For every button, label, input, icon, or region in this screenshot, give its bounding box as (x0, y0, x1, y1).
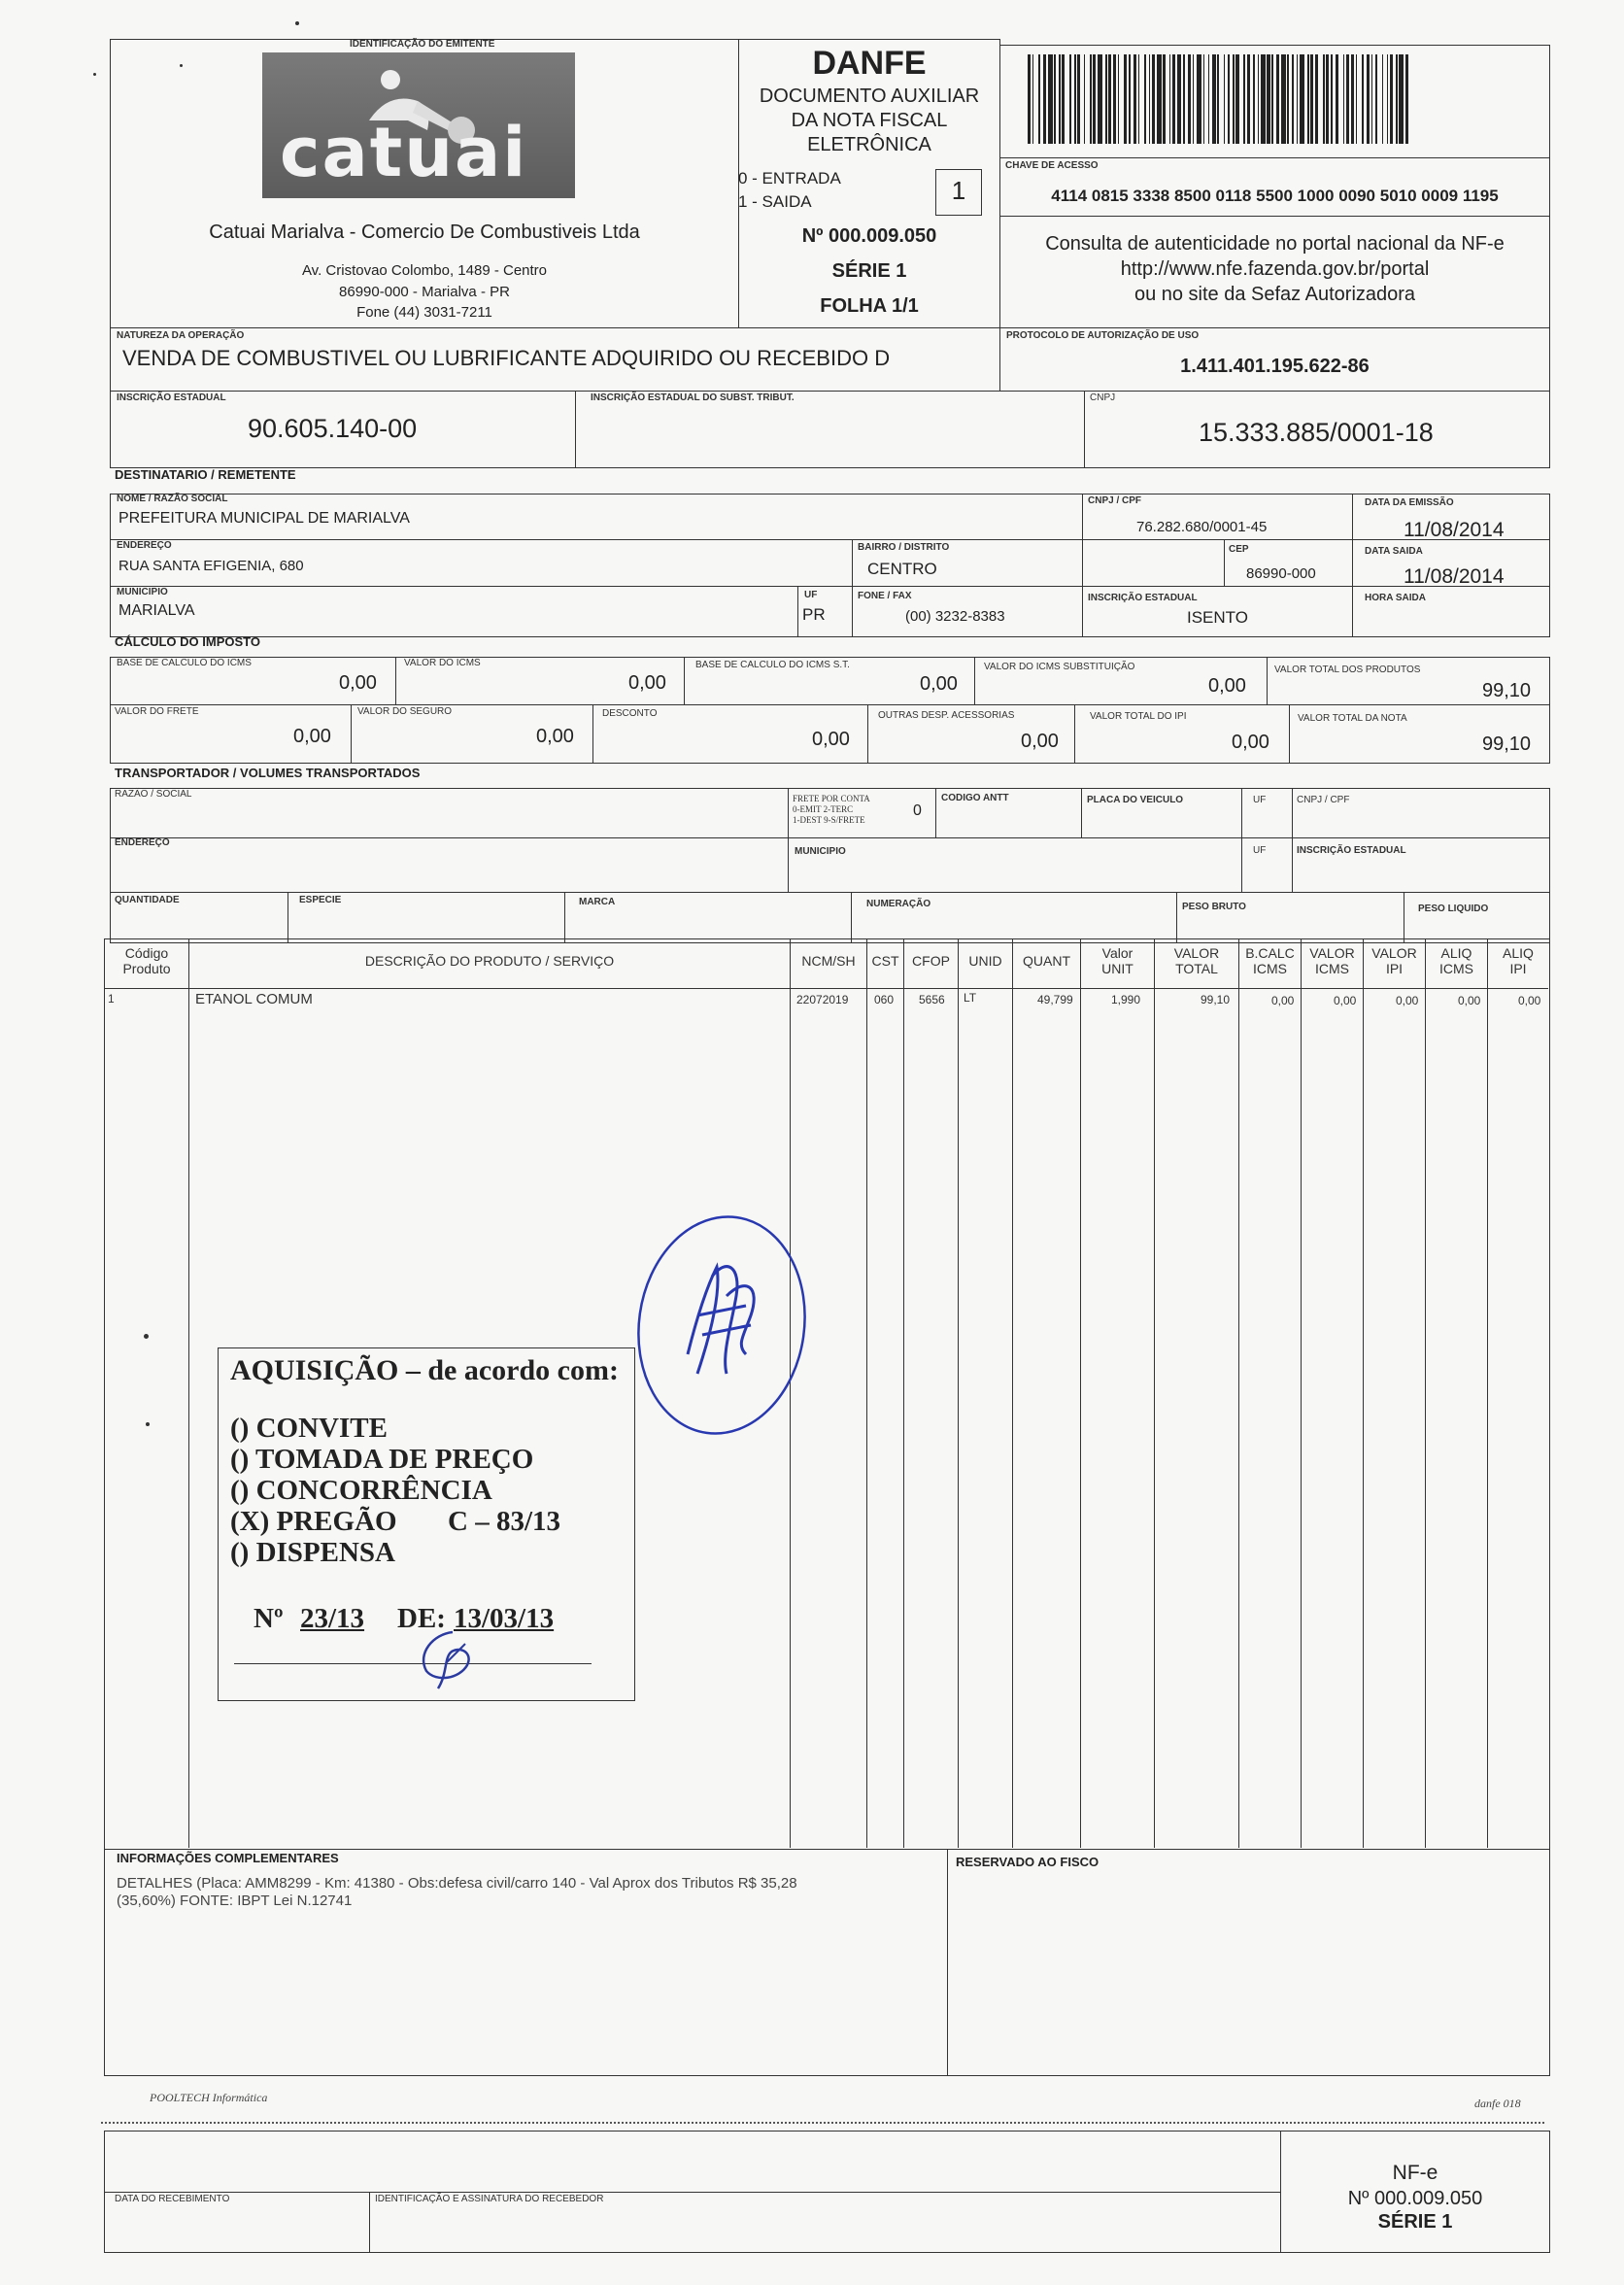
seguro: 0,00 (536, 726, 574, 747)
dest-line-2 (110, 586, 1550, 587)
barcode-bar (1243, 54, 1245, 144)
peso-liquido-label: PESO LIQUIDO (1418, 904, 1489, 914)
barcode-bar (1405, 54, 1408, 144)
stamp-pregao-code: C – 83/13 (448, 1506, 560, 1537)
header-unid-text: UNID (968, 953, 1002, 969)
danfe-folha: FOLHA 1/1 (820, 295, 919, 317)
col-line-7 (1080, 982, 1081, 1848)
total-nota-label: VALOR TOTAL DA NOTA (1298, 713, 1407, 724)
barcode-bar (1193, 54, 1195, 144)
barcode-bar (1212, 54, 1215, 144)
dest-municipio-label: MUNICIPIO (117, 587, 168, 597)
dest-line-1 (110, 539, 1550, 540)
valor-icms: 0,00 (628, 672, 666, 694)
header-valor-unit (1080, 939, 1154, 982)
barcode-bar (1138, 54, 1140, 144)
header-quant-text: QUANT (1023, 953, 1070, 969)
icms-st-label: VALOR DO ICMS SUBSTITUIÇÃO (984, 662, 1135, 672)
transportador-section-label: TRANSPORTADOR / VOLUMES TRANSPORTADOS (115, 766, 421, 780)
transp-municipio-label: MUNICIPIO (795, 846, 846, 857)
imp-v-8 (1074, 704, 1075, 764)
transp-endereco-label: ENDEREÇO (115, 837, 170, 848)
canhoto-v-2 (369, 2192, 370, 2253)
company-logo (262, 52, 575, 198)
barcode-bar (1129, 54, 1131, 144)
barcode-bar (1149, 54, 1151, 144)
header-cfop (903, 939, 958, 982)
col-line-5 (958, 982, 959, 1848)
barcode-bar (1292, 54, 1294, 144)
protocolo-value: 1.411.401.195.622-86 (1180, 356, 1370, 377)
transp-v-5 (1292, 788, 1293, 892)
barcode-bar (1163, 54, 1166, 144)
imposto-mid-line (110, 704, 1550, 705)
header-descricao-text: DESCRIÇÃO DO PRODUTO / SERVIÇO (364, 953, 615, 969)
danfe-numero: Nº 000.009.050 (801, 225, 937, 247)
ie-label: INSCRIÇÃO ESTADUAL (117, 392, 226, 403)
dest-endereco: RUA SANTA EFIGENIA, 680 (118, 558, 304, 574)
consulta-line-3: ou no site da Sefaz Autorizadora (1133, 284, 1416, 305)
transp-v-1 (788, 788, 789, 892)
row-vicms: 0,00 (1334, 994, 1357, 1007)
header-codigo (105, 939, 188, 982)
barcode-bar (1054, 54, 1056, 144)
barcode-bar (1315, 54, 1318, 144)
col-line-9 (1238, 982, 1239, 1848)
header-descricao (188, 939, 790, 982)
peso-bruto-label: PESO BRUTO (1182, 902, 1246, 912)
dest-bairro-label: BAIRRO / DISTRITO (858, 542, 950, 553)
total-prod-label: VALOR TOTAL DOS PRODUTOS (1274, 665, 1421, 675)
barcode-bar (1217, 54, 1219, 144)
col-line-10 (1301, 982, 1302, 1848)
aquisicao-stamp (218, 1347, 635, 1701)
emitente-phone: Fone (44) 3031-7211 (356, 304, 492, 321)
scan-dot (146, 1422, 150, 1426)
barcode-bar (1343, 54, 1345, 144)
danfe-title: DANFE (812, 45, 927, 82)
seguro-label: VALOR DO SEGURO (357, 706, 453, 717)
dest-v-1 (1082, 494, 1083, 637)
info-text-1: DETALHES (Placa: AMM8299 - Km: 41380 - Obs:defesa civil/carro 140 - Val Aprox dos Tributos R$ 35,28 (117, 1875, 797, 1892)
barcode-bar (1281, 54, 1286, 144)
dest-v-2 (1352, 494, 1353, 637)
dest-saida-label: DATA SAIDA (1365, 546, 1423, 557)
barcode-bar (1276, 54, 1279, 144)
header-codigo-text: Código Produto (122, 945, 171, 976)
antt-label: CODIGO ANTT (941, 793, 1009, 803)
canhoto-numero: Nº 000.009.050 (1347, 2188, 1483, 2209)
header-valor-icms (1301, 939, 1363, 982)
fisco-label: RESERVADO AO FISCO (956, 1855, 1100, 1869)
barcode-bar (1183, 54, 1185, 144)
chave-bottom-line (999, 216, 1550, 217)
cnpj-label: CNPJ (1090, 392, 1116, 403)
imp-v-5 (351, 704, 352, 764)
stamp-option-concorrencia: () CONCORRÊNCIA (230, 1475, 492, 1506)
scan-dot (180, 64, 183, 67)
barcode-bar (1287, 54, 1289, 144)
chave-top-line (999, 157, 1550, 158)
barcode-bar (1323, 54, 1325, 144)
header-valor-unit-text: Valor UNIT (1101, 945, 1133, 976)
imp-v-3 (974, 657, 975, 704)
imp-v-2 (684, 657, 685, 704)
barcode-bar (1253, 54, 1255, 144)
transp-ie-label: INSCRIÇÃO ESTADUAL (1297, 845, 1406, 856)
row-unid: LT (964, 991, 977, 1005)
scan-dot (295, 21, 299, 25)
barcode-bar (1157, 54, 1162, 144)
imp-v-1 (395, 657, 396, 704)
natureza-value: VENDA DE COMBUSTIVEL OU LUBRIFICANTE ADQUIRIDO OU RECEBIDO D (122, 346, 891, 370)
frete-conta-line-2: 0-EMIT 2-TERC (793, 804, 854, 814)
transp-v-4 (1241, 788, 1242, 892)
barcode-bar (1188, 54, 1191, 144)
row-aicms: 0,00 (1458, 994, 1481, 1007)
desconto: 0,00 (812, 729, 850, 750)
stamp-initials-signature (409, 1624, 487, 1692)
row-codigo: 1 (108, 992, 115, 1006)
stamp-option-pregao: (X) PREGÃO (230, 1506, 397, 1537)
stamp-num-label: Nº (254, 1603, 284, 1634)
emitente-name: Catuai Marialva - Comercio De Combustiveis Ltda (209, 222, 640, 243)
total-prod: 99,10 (1482, 680, 1532, 701)
header-aliq-ipi-text: ALIQ IPI (1503, 945, 1534, 976)
base-st: 0,00 (920, 673, 958, 695)
stamp-option-convite: () CONVITE (230, 1413, 388, 1444)
barcode-bar (1300, 54, 1304, 144)
row-aipi: 0,00 (1518, 994, 1541, 1007)
barcode-bar (1371, 54, 1373, 144)
emitente-city: 86990-000 - Marialva - PR (339, 284, 510, 300)
dest-cep: 86990-000 (1246, 565, 1316, 582)
danfe-subtitle-2: DA NOTA FISCAL (791, 110, 948, 131)
barcode-bar (1396, 54, 1398, 144)
barcode-bar (1399, 54, 1404, 144)
header-cst (866, 939, 903, 982)
base-icms-label: BASE DE CALCULO DO ICMS (117, 658, 252, 668)
outras-label: OUTRAS DESP. ACESSORIAS (878, 710, 1015, 721)
danfe-serie: SÉRIE 1 (831, 260, 907, 282)
header-valor-total (1154, 939, 1238, 982)
dest-endereco-label: ENDEREÇO (117, 540, 172, 551)
logo-text: catuai (280, 113, 528, 192)
transp-v-7 (564, 892, 565, 943)
barcode-bar (1310, 54, 1313, 144)
barcode-bar (1382, 54, 1384, 144)
barcode-bar (1228, 54, 1230, 144)
barcode-bar (1118, 54, 1120, 144)
inscricao-divider-1 (575, 391, 576, 468)
header-aliq-ipi (1487, 939, 1548, 982)
row-cfop: 5656 (919, 993, 945, 1006)
valor-icms-label: VALOR DO ICMS (404, 658, 481, 668)
canhoto-serie: SÉRIE 1 (1377, 2211, 1453, 2233)
dest-v-5 (797, 586, 798, 637)
barcode-bar (1169, 54, 1171, 144)
danfe-saida: 1 - SAIDA (738, 192, 812, 211)
barcode (1028, 54, 1527, 144)
barcode-bar (1032, 54, 1034, 144)
stamp-de-label: DE: (397, 1603, 446, 1634)
imp-v-4 (1267, 657, 1268, 704)
barcode-bar (1346, 54, 1349, 144)
dest-ie-label: INSCRIÇÃO ESTADUAL (1088, 593, 1198, 603)
dest-uf-label: UF (804, 590, 818, 600)
barcode-bar (1235, 54, 1238, 144)
barcode-bar (1113, 54, 1116, 144)
barcode-bar (1362, 54, 1364, 144)
row-vipi: 0,00 (1396, 994, 1419, 1007)
imp-v-7 (867, 704, 868, 764)
header-valor-ipi (1363, 939, 1425, 982)
barcode-bar (1247, 54, 1250, 144)
danfe-tipo: 1 (951, 176, 966, 205)
barcode-bar (1307, 54, 1309, 144)
header-bottom-line (105, 988, 1548, 989)
header-valor-icms-text: VALOR ICMS (1309, 945, 1355, 976)
dest-bairro: CENTRO (867, 560, 937, 578)
transp-v-8 (851, 892, 852, 943)
table-row (105, 992, 1548, 1011)
info-label: INFORMAÇÕES COMPLEMENTARES (117, 1851, 339, 1865)
barcode-bar (1028, 54, 1031, 144)
header-bcalc-icms-text: B.CALC ICMS (1245, 945, 1295, 976)
header-ncm-text: NCM/SH (801, 953, 856, 969)
consulta-line-2: http://www.nfe.fazenda.gov.br/portal (1120, 258, 1430, 280)
dest-nome-label: NOME / RAZÃO SOCIAL (117, 494, 228, 504)
stamp-num: 23/13 (300, 1603, 365, 1634)
dest-emissao-label: DATA DA EMISSÃO (1365, 497, 1454, 508)
barcode-bar (1059, 54, 1061, 144)
transp-v-2 (935, 788, 936, 837)
col-line-11 (1363, 982, 1364, 1848)
barcode-bar (1062, 54, 1065, 144)
cnpj-value: 15.333.885/0001-18 (1199, 418, 1434, 447)
inscricao-divider-2 (1084, 391, 1085, 468)
ipi: 0,00 (1232, 732, 1269, 753)
consulta-line-1: Consulta de autenticidade no portal nacional da NF-e (1045, 233, 1505, 255)
footer-left: POOLTECH Informática (150, 2091, 268, 2104)
barcode-bar (1172, 54, 1175, 144)
footer-right: danfe 018 (1474, 2097, 1521, 2110)
transp-cnpj-label: CNPJ / CPF (1297, 795, 1350, 805)
barcode-bar (1038, 54, 1040, 144)
frete: 0,00 (293, 726, 331, 747)
header-quant (1012, 939, 1080, 982)
barcode-bar (1233, 54, 1235, 144)
dest-municipio: MARIALVA (118, 602, 195, 619)
marca-label: MARCA (579, 897, 616, 907)
emitente-address: Av. Cristovao Colombo, 1489 - Centro (301, 262, 548, 279)
dest-hora-label: HORA SAIDA (1365, 593, 1426, 603)
col-line-4 (903, 982, 904, 1848)
header-aliq-icms-text: ALIQ ICMS (1439, 945, 1473, 976)
barcode-bar (1224, 54, 1226, 144)
icms-st: 0,00 (1208, 675, 1246, 697)
barcode-bar (1124, 54, 1127, 144)
stamp-option-dispensa: () DISPENSA (230, 1537, 395, 1568)
frete-label: VALOR DO FRETE (115, 706, 199, 717)
stamp-title: AQUISIÇÃO – de acordo com: (230, 1354, 619, 1386)
barcode-bar (1108, 54, 1111, 144)
barcode-bar (1271, 54, 1273, 144)
row-ncm: 22072019 (796, 993, 849, 1006)
transp-uf2-label: UF (1253, 845, 1267, 856)
dest-v-3 (852, 539, 853, 586)
col-line-8 (1154, 982, 1155, 1848)
barcode-bar (1267, 54, 1269, 144)
blue-signature (629, 1209, 814, 1442)
barcode-bar (1387, 54, 1389, 144)
base-icms: 0,00 (339, 672, 377, 694)
danfe-entrada: 0 - ENTRADA (738, 169, 841, 188)
imp-v-6 (592, 704, 593, 764)
row-total: 99,10 (1201, 993, 1231, 1006)
barcode-bar (1048, 54, 1053, 144)
barcode-bar (1177, 54, 1182, 144)
barcode-bar (1133, 54, 1136, 144)
dest-ie: ISENTO (1187, 608, 1248, 627)
barcode-bar (1258, 54, 1260, 144)
barcode-bar (1074, 54, 1076, 144)
dest-cnpj-label: CNPJ / CPF (1088, 495, 1142, 506)
scan-dot (93, 73, 96, 76)
barcode-bar (1331, 54, 1333, 144)
barcode-bar (1043, 54, 1046, 144)
dest-v-4 (1224, 539, 1225, 586)
placa-label: PLACA DO VEICULO (1087, 795, 1184, 805)
imp-v-9 (1289, 704, 1290, 764)
frete-conta-line-3: 1-DEST 9-S/FRETE (793, 815, 865, 825)
transp-line-1 (110, 837, 1550, 838)
ipi-label: VALOR TOTAL DO IPI (1090, 711, 1187, 722)
row-descricao: ETANOL COMUM (195, 991, 313, 1007)
col-line-1 (188, 982, 189, 1848)
barcode-bar (1152, 54, 1155, 144)
total-nota: 99,10 (1482, 733, 1532, 755)
stamp-date: 13/03/13 (454, 1603, 555, 1634)
canhoto-h-line (104, 2192, 1280, 2193)
danfe-subtitle-3: ELETRÔNICA (807, 134, 931, 155)
ident-recebedor-label: IDENTIFICAÇÃO E ASSINATURA DO RECEBEDOR (375, 2194, 604, 2204)
transp-razao-label: RAZÃO / SOCIAL (115, 789, 192, 800)
imposto-section-label: CÁLCULO DO IMPOSTO (115, 634, 260, 649)
barcode-bar (1367, 54, 1370, 144)
numeracao-label: NUMERAÇÃO (866, 899, 931, 909)
fisco-box (947, 1849, 1550, 2076)
cut-line (101, 2122, 1544, 2124)
header-cfop-text: CFOP (912, 953, 950, 969)
barcode-bar (1375, 54, 1377, 144)
barcode-bar (1351, 54, 1354, 144)
dest-cep-label: CEP (1229, 544, 1249, 555)
row-unit: 1,990 (1111, 993, 1141, 1006)
barcode-bar (1203, 54, 1205, 144)
barcode-bar (1069, 54, 1071, 144)
col-line-12 (1425, 982, 1426, 1848)
data-recebimento-label: DATA DO RECEBIMENTO (115, 2194, 230, 2204)
frete-conta-line-1: FRETE POR CONTA (793, 794, 870, 803)
ie-value: 90.605.140-00 (248, 414, 418, 443)
especie-label: ESPECIE (299, 895, 342, 905)
dest-cnpj: 76.282.680/0001-45 (1136, 519, 1268, 535)
col-line-13 (1487, 982, 1488, 1848)
outras: 0,00 (1021, 731, 1059, 752)
header-valor-ipi-text: VALOR IPI (1371, 945, 1417, 976)
transp-line-2 (110, 892, 1550, 893)
emitente-section-label: IDENTIFICAÇÃO DO EMITENTE (350, 39, 495, 50)
barcode-bar (1105, 54, 1107, 144)
dest-fone: (00) 3232-8383 (905, 608, 1005, 625)
col-line-6 (1012, 982, 1013, 1848)
barcode-bar (1356, 54, 1358, 144)
chave-label: CHAVE DE ACESSO (1005, 160, 1099, 171)
natureza-label: NATUREZA DA OPERAÇÃO (117, 330, 245, 341)
barcode-bar (1090, 54, 1092, 144)
transp-uf-label: UF (1253, 795, 1267, 805)
barcode-bar (1144, 54, 1146, 144)
barcode-bar (1208, 54, 1210, 144)
row-quant: 49,799 (1037, 993, 1073, 1006)
desconto-label: DESCONTO (602, 708, 658, 719)
dest-v-6 (852, 586, 853, 637)
protocolo-label: PROTOCOLO DE AUTORIZAÇÃO DE USO (1006, 330, 1200, 341)
header-aliq-icms (1425, 939, 1487, 982)
canhoto-nfe: NF-e (1392, 2162, 1438, 2184)
dest-emissao: 11/08/2014 (1404, 519, 1505, 541)
barcode-bar (1390, 54, 1393, 144)
barcode-bar (1261, 54, 1266, 144)
barcode-bar (1098, 54, 1102, 144)
barcode-bar (1336, 54, 1338, 144)
row-cst: 060 (874, 993, 895, 1006)
col-line-3 (866, 982, 867, 1848)
header-unid (958, 939, 1012, 982)
quantidade-label: QUANTIDADE (115, 895, 180, 905)
dest-saida: 11/08/2014 (1404, 565, 1505, 588)
barcode-bar (1077, 54, 1080, 144)
header-bcalc-icms (1238, 939, 1301, 982)
barcode-bar (1093, 54, 1096, 144)
dest-nome: PREFEITURA MUNICIPAL DE MARIALVA (118, 510, 410, 527)
barcode-bar (1297, 54, 1299, 144)
row-bcalc: 0,00 (1271, 994, 1295, 1007)
transp-v-9 (1176, 892, 1177, 943)
header-cst-text: CST (871, 953, 899, 969)
dest-fone-label: FONE / FAX (858, 591, 912, 601)
transp-v-3 (1081, 788, 1082, 837)
barcode-bar (1084, 54, 1086, 144)
info-text-2: (35,60%) FONTE: IBPT Lei N.12741 (117, 1893, 353, 1909)
stamp-option-tomada: () TOMADA DE PREÇO (230, 1444, 534, 1475)
barcode-bar (1326, 54, 1329, 144)
destinatario-section-label: DESTINATARIO / REMETENTE (115, 467, 296, 482)
base-st-label: BASE DE CALCULO DO ICMS S.T. (695, 660, 850, 670)
header-ncm (790, 939, 866, 982)
danfe-subtitle-1: DOCUMENTO AUXILIAR (759, 85, 980, 107)
scan-dot (144, 1334, 149, 1339)
dest-uf: PR (802, 605, 826, 624)
barcode-bar (1197, 54, 1201, 144)
iest-label: INSCRIÇÃO ESTADUAL DO SUBST. TRIBUT. (591, 392, 795, 403)
chave-value: 4114 0815 3338 8500 0118 5500 1000 0090 5010 0009 1195 (1051, 187, 1499, 205)
header-valor-total-text: VALOR TOTAL (1173, 945, 1220, 976)
frete-conta-value: 0 (913, 802, 922, 819)
